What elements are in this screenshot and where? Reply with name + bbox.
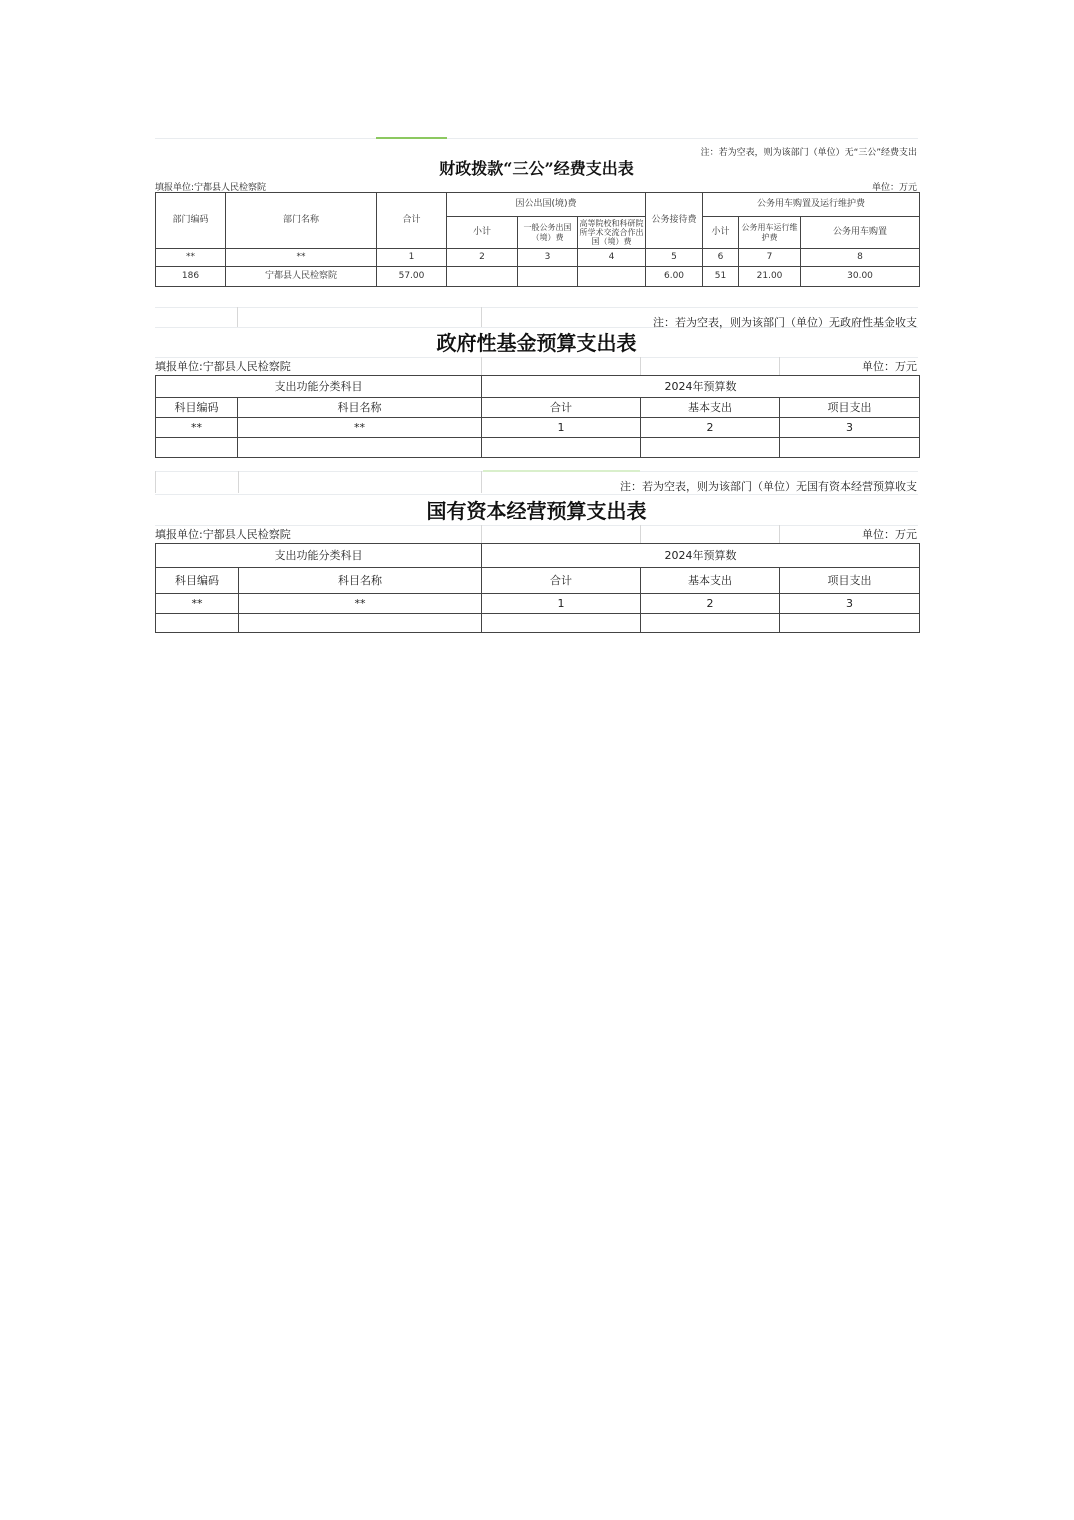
table-row — [156, 438, 920, 458]
divider — [155, 138, 918, 139]
cell-selection-marker — [376, 137, 447, 139]
cell-selection-marker — [483, 470, 640, 472]
header-name: 科目名称 — [238, 398, 482, 418]
empty-cell — [482, 438, 641, 458]
index-cell: 3 — [780, 594, 920, 614]
data-cell: 宁都县人民检察院 — [226, 267, 377, 287]
unit-label: 单位：万元 — [862, 360, 917, 373]
govfund-table — [155, 375, 920, 458]
data-cell: 186 — [156, 267, 226, 287]
index-cell: ** — [156, 594, 239, 614]
table-note: 注：若为空表，则为该部门（单位）无国有资本经营预算收支 — [620, 480, 917, 493]
empty-cell — [780, 614, 920, 633]
header-abroad-general: 一般公务出国（境）费 — [518, 217, 578, 249]
header-name: 科目名称 — [239, 568, 482, 594]
data-cell: 30.00 — [801, 267, 920, 287]
table-row — [156, 267, 920, 287]
gridline — [779, 357, 780, 375]
table-note: 注：若为空表，则为该部门（单位）无政府性基金收支 — [653, 316, 917, 329]
gridline — [481, 525, 482, 543]
index-cell: 1 — [377, 249, 447, 267]
header-total: 合计 — [377, 193, 447, 249]
data-cell: 57.00 — [377, 267, 447, 287]
gridline — [481, 357, 482, 375]
data-cell: 21.00 — [739, 267, 801, 287]
table-title: 政府性基金预算支出表 — [436, 331, 637, 355]
index-cell: 5 — [646, 249, 703, 267]
index-cell: 2 — [641, 418, 780, 438]
index-row — [156, 418, 920, 438]
empty-cell — [641, 438, 780, 458]
divider — [155, 494, 918, 495]
gridline — [779, 525, 780, 543]
index-cell: 6 — [703, 249, 739, 267]
gridline — [481, 471, 482, 493]
unit-label: 单位：万元 — [862, 528, 917, 541]
table-title: 国有资本经营预算支出表 — [426, 499, 647, 523]
index-cell: ** — [239, 594, 482, 614]
empty-cell — [641, 614, 780, 633]
empty-cell — [238, 438, 482, 458]
sangong-table — [155, 192, 920, 287]
index-cell: ** — [156, 249, 226, 267]
empty-cell — [156, 438, 238, 458]
header-function-category: 支出功能分类科目 — [156, 376, 482, 398]
header-code: 科目编码 — [156, 568, 239, 594]
index-row — [156, 594, 920, 614]
index-cell: 8 — [801, 249, 920, 267]
index-cell: 2 — [447, 249, 518, 267]
stateowned-table — [155, 543, 920, 633]
data-cell — [447, 267, 518, 287]
gridline — [237, 307, 238, 327]
header-vehicle-run: 公务用车运行维护费 — [739, 217, 801, 249]
index-cell: 7 — [739, 249, 801, 267]
header-project: 项目支出 — [780, 398, 920, 418]
index-row — [156, 249, 920, 267]
index-cell: ** — [226, 249, 377, 267]
index-cell: 2 — [641, 594, 780, 614]
table-row — [156, 614, 920, 633]
header-vehicle: 公务用车购置及运行维护费 — [703, 193, 920, 217]
header-reception: 公务接待费 — [646, 193, 703, 249]
gridline — [640, 525, 641, 543]
divider — [155, 307, 918, 308]
fill-unit: 填报单位:宁都县人民检察院 — [155, 528, 291, 541]
fill-unit: 填报单位:宁都县人民检察院 — [155, 360, 291, 373]
header-abroad-subtotal: 小计 — [447, 217, 518, 249]
header-vehicle-buy: 公务用车购置 — [801, 217, 920, 249]
empty-cell — [482, 614, 641, 633]
header-total: 合计 — [482, 568, 641, 594]
header-code: 科目编码 — [156, 398, 238, 418]
index-cell: 4 — [578, 249, 646, 267]
unit-label: 单位：万元 — [871, 183, 917, 193]
header-vehicle-subtotal: 小计 — [703, 217, 739, 249]
index-cell: ** — [156, 418, 238, 438]
header-basic: 基本支出 — [641, 568, 780, 594]
empty-cell — [156, 614, 239, 633]
table-title: 财政拨款“三公”经费支出表 — [439, 159, 634, 178]
header-project: 项目支出 — [780, 568, 920, 594]
index-cell: 3 — [780, 418, 920, 438]
data-cell: 51 — [703, 267, 739, 287]
data-cell — [518, 267, 578, 287]
header-function-category: 支出功能分类科目 — [156, 544, 482, 568]
fill-unit: 填报单位:宁都县人民检察院 — [155, 183, 267, 193]
gridline — [640, 357, 641, 375]
header-budget-2024: 2024年预算数 — [482, 544, 920, 568]
table-note: 注：若为空表，则为该部门（单位）无“三公”经费支出 — [700, 148, 917, 158]
empty-cell — [239, 614, 482, 633]
index-cell: 1 — [482, 594, 641, 614]
header-abroad: 因公出国(境)费 — [447, 193, 646, 217]
header-budget-2024: 2024年预算数 — [482, 376, 920, 398]
header-total: 合计 — [482, 398, 641, 418]
empty-cell — [780, 438, 920, 458]
data-cell — [578, 267, 646, 287]
gridline — [481, 307, 482, 327]
index-cell: 1 — [482, 418, 641, 438]
header-basic: 基本支出 — [641, 398, 780, 418]
header-dept-code: 部门编码 — [156, 193, 226, 249]
index-cell: 3 — [518, 249, 578, 267]
gridline — [155, 471, 156, 493]
gridline — [238, 471, 239, 493]
header-abroad-academic: 高等院校和科研院所学术交流合作出国（境）费 — [578, 217, 646, 249]
header-dept-name: 部门名称 — [226, 193, 377, 249]
index-cell: ** — [238, 418, 482, 438]
data-cell: 6.00 — [646, 267, 703, 287]
